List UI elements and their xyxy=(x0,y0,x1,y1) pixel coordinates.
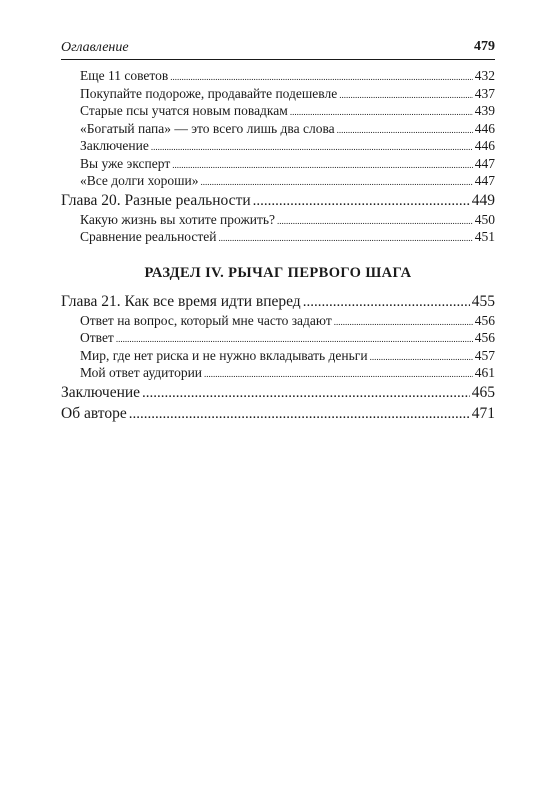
running-header xyxy=(61,39,495,60)
toc-entry-label: Еще 11 советов xyxy=(80,68,169,83)
toc-entry-page: 450 xyxy=(474,211,495,227)
toc-entry[interactable] xyxy=(80,172,495,190)
toc-entry-label: Покупайте подороже, продавайте подешевле xyxy=(80,85,338,101)
toc-chapter-entry[interactable] xyxy=(61,190,495,211)
toc-entry-label: Глава 20. Разные реальности xyxy=(61,191,251,209)
page-number: 479 xyxy=(474,39,495,54)
toc-entry[interactable] xyxy=(80,155,495,173)
toc-entry-page: 456 xyxy=(474,312,495,328)
toc-entry-page: 455 xyxy=(471,292,495,310)
toc-entry-page: 449 xyxy=(471,191,495,209)
toc-entry-label: Мой ответ аудитории xyxy=(80,365,203,380)
toc-entry-page: 465 xyxy=(471,383,495,401)
toc-chapter-entry[interactable] xyxy=(61,403,495,424)
toc-entry-page: 447 xyxy=(474,173,495,188)
toc-entry-label: Какую жизнь вы хотите прожить? xyxy=(80,211,276,227)
toc-entry[interactable] xyxy=(80,102,495,120)
toc-entry[interactable] xyxy=(80,67,495,85)
toc-entry-label: «Все долги хороши» xyxy=(80,173,199,188)
toc-entry[interactable] xyxy=(80,211,495,229)
dot-leader xyxy=(172,157,473,175)
toc-entry-label: Заключение xyxy=(61,383,141,401)
dot-leader xyxy=(151,139,473,157)
dot-leader xyxy=(142,383,470,404)
dot-leader xyxy=(218,230,472,248)
toc-entry-label: Заключение xyxy=(80,138,149,153)
toc-entry-page: 439 xyxy=(474,103,495,118)
dot-leader xyxy=(253,191,470,212)
table-of-contents xyxy=(61,67,495,424)
toc-entry-label: Об авторе xyxy=(61,404,127,422)
toc-entry-page: 432 xyxy=(474,68,495,83)
toc-entry-label: Ответ на вопрос, который мне часто задают xyxy=(80,312,332,328)
toc-chapter-entry[interactable] xyxy=(61,291,495,312)
toc-entry[interactable] xyxy=(80,347,495,365)
toc-entry-page: 461 xyxy=(474,365,495,380)
toc-entry-page: 456 xyxy=(474,330,495,345)
toc-entry-page: 447 xyxy=(474,155,495,171)
dot-leader xyxy=(129,404,470,425)
toc-entry-page: 446 xyxy=(474,120,495,136)
toc-entry[interactable] xyxy=(80,312,495,330)
dot-leader xyxy=(303,292,470,313)
toc-entry[interactable] xyxy=(80,137,495,155)
toc-entry-label: Ответ xyxy=(80,330,114,345)
toc-entry-label: Глава 21. Как все время идти вперед xyxy=(61,292,301,310)
toc-entry[interactable] xyxy=(80,329,495,347)
toc-entry-page: 451 xyxy=(474,229,495,244)
dot-leader xyxy=(337,122,473,140)
toc-entry[interactable] xyxy=(80,228,495,246)
toc-entry-label: Сравнение реальностей xyxy=(80,229,217,244)
running-header-title: Оглавление xyxy=(61,40,129,55)
section-heading: РАЗДЕЛ IV. РЫЧАГ ПЕРВОГО ШАГА xyxy=(144,264,412,281)
dot-leader xyxy=(370,349,473,367)
toc-entry[interactable] xyxy=(80,85,495,103)
dot-leader xyxy=(277,213,473,231)
toc-entry-page: 446 xyxy=(474,138,495,153)
toc-entry[interactable] xyxy=(80,364,495,382)
toc-entry[interactable] xyxy=(80,120,495,138)
toc-entry-label: Старые псы учатся новым повадкам xyxy=(80,103,288,118)
dot-leader xyxy=(339,87,473,105)
toc-entry-label: Мир, где нет риска и не нужно вкладывать деньги xyxy=(80,347,368,363)
toc-chapter-entry[interactable] xyxy=(61,382,495,403)
dot-leader xyxy=(204,366,473,384)
toc-entry-page: 457 xyxy=(474,347,495,363)
toc-entry-label: Вы уже эксперт xyxy=(80,155,171,171)
dot-leader xyxy=(334,314,473,332)
toc-entry-label: «Богатый папа» — это всего лишь два слова xyxy=(80,120,335,136)
toc-entry-page: 437 xyxy=(474,85,495,101)
toc-entry-page: 471 xyxy=(471,404,495,422)
